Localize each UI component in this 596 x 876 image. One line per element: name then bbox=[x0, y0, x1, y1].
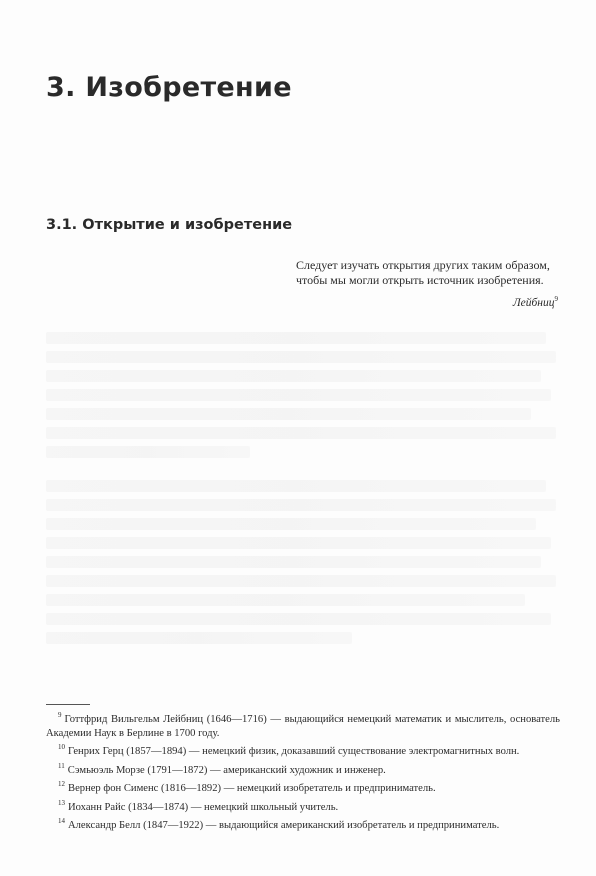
epigraph-author-footnote-ref: 9 bbox=[554, 295, 558, 303]
faded-text-line bbox=[46, 594, 525, 606]
footnote-11 bbox=[46, 761, 560, 778]
faded-text-line bbox=[46, 480, 546, 492]
faded-text-line bbox=[46, 408, 531, 420]
footnote-12 bbox=[46, 782, 560, 796]
epigraph-author bbox=[296, 292, 558, 311]
epigraph-line-2: чтобы мы могли открыть источник изобретения. bbox=[296, 273, 544, 287]
faded-text-line bbox=[46, 537, 551, 549]
footnote-number: 11 bbox=[58, 761, 65, 770]
footnote-text: Александр Белл (1847—1922) — выдающийся американский изобретатель и предприниматель. bbox=[68, 820, 500, 831]
footnote-text: Иоханн Райс (1834—1874) — немецкий школьный учитель. bbox=[68, 801, 339, 813]
section-title: 3.1. Открытие и изобретение bbox=[46, 217, 293, 233]
faded-text-line bbox=[46, 446, 250, 458]
faded-text-line bbox=[46, 518, 536, 530]
faded-text-line bbox=[46, 632, 352, 644]
faded-text-line bbox=[46, 499, 556, 511]
epigraph bbox=[296, 258, 558, 311]
faded-text-line bbox=[46, 575, 556, 587]
faded-text-line bbox=[46, 332, 546, 344]
footnote-number: 14 bbox=[58, 817, 65, 826]
footnote-9 bbox=[46, 713, 560, 740]
footnote-13 bbox=[46, 798, 560, 815]
footnote-separator bbox=[46, 704, 90, 705]
footnote-text: Готтфрид Вильгельм Лейбниц (1646—1716) — выдающийся немецкий математик и мыслитель, основатель Академии Наук в Берлине в 1700 году. bbox=[46, 714, 560, 739]
faded-text-line bbox=[46, 613, 551, 625]
faded-text-line bbox=[46, 556, 541, 568]
chapter-title: 3. Изобретение bbox=[46, 72, 292, 103]
footnote-text: Генрих Герц (1857—1894) — немецкий физик, доказавший существование электромагнитных волн. bbox=[68, 746, 520, 757]
footnote-number: 12 bbox=[58, 780, 65, 789]
footnote-number: 10 bbox=[58, 743, 65, 752]
footnote-number: 9 bbox=[58, 711, 62, 720]
footnote-14 bbox=[46, 819, 560, 833]
faded-text-line bbox=[46, 389, 551, 401]
footnotes bbox=[46, 713, 560, 838]
faded-body-text-area bbox=[46, 318, 556, 690]
faded-text-line bbox=[46, 427, 556, 439]
faded-text-line bbox=[46, 370, 541, 382]
faded-text-line bbox=[46, 351, 556, 363]
epigraph-line-1: Следует изучать открытия других таким образом, bbox=[296, 258, 550, 272]
footnote-10 bbox=[46, 745, 560, 759]
footnote-text: Сэмьюэль Морзе (1791—1872) — американский художник и инженер. bbox=[67, 764, 386, 776]
epigraph-author-name: Лейбниц bbox=[512, 296, 555, 309]
footnote-text: Вернер фон Сименс (1816—1892) — немецкий изобретатель и предприниматель. bbox=[68, 783, 436, 794]
footnote-number: 13 bbox=[58, 798, 65, 807]
